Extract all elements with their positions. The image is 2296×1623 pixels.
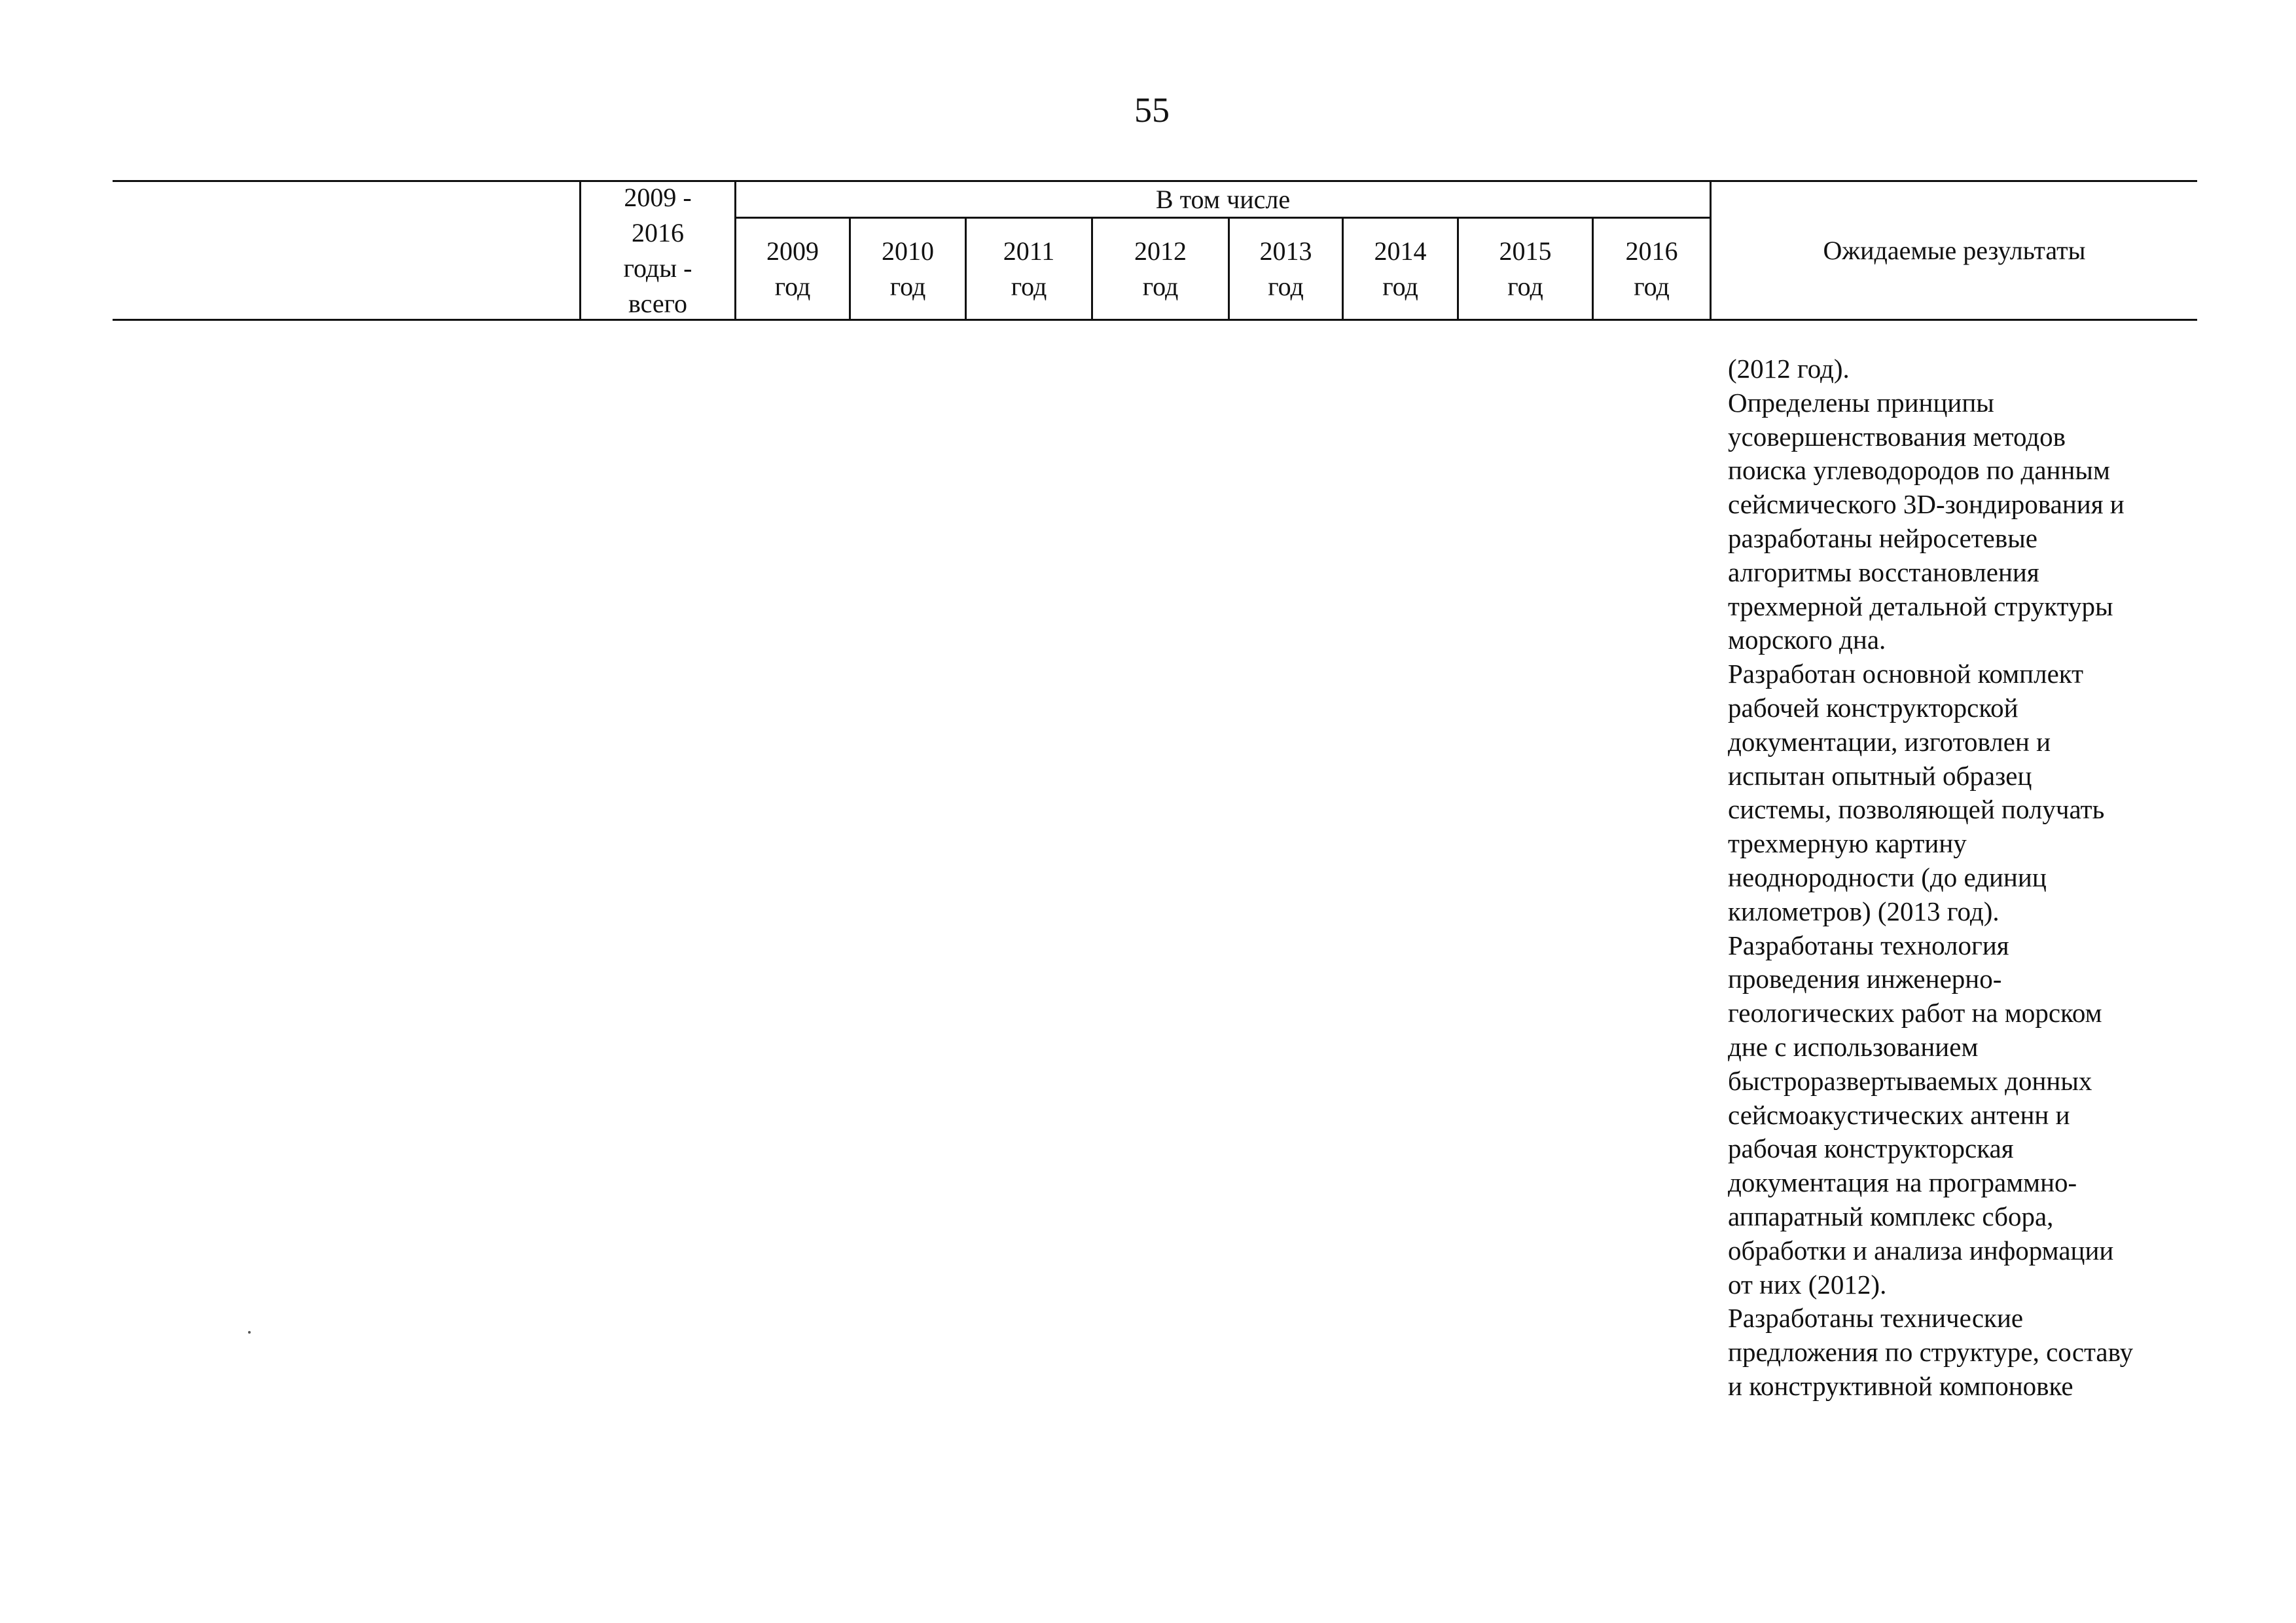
header-year-2012: 2012 год	[1134, 236, 1187, 301]
table-header-bottom-border	[113, 319, 2197, 321]
header-year-2015: 2015 год	[1499, 236, 1552, 301]
page-number: 55	[1134, 90, 1170, 130]
header-total-cell: 2009 - 2016 годы - всего	[623, 182, 692, 318]
header-year-2010: 2010 год	[882, 236, 934, 301]
header-group-label: В том числе	[1155, 184, 1291, 214]
header-year-2016: 2016 год	[1625, 236, 1678, 301]
scan-artifact	[248, 1331, 251, 1334]
header-year-2013: 2013 год	[1259, 236, 1312, 301]
expected-results-text: (2012 год). Определены принципы усовершенствования методов поиска углеводородов по данным сейсмического 3D-зондирования и разработаны нейросетевые алгоритмы восстановления трехмерной детальной структуры морского дна. Разработан основной комплект рабочей конструкторской документации, изготовлен и испытан опытный образец системы, позволяющей получать трехмерную картину неоднородности (до единиц километров) (2013 год). Разработаны технология проведения инженерно- геологических работ на морском дне с использованием быстроразвертываемых донных сейсмоакустических антенн и рабочая конструкторская документация на программно- аппаратный комплекс сбора, обработки и анализа информации от них (2012). Разработаны технические предложения по структуре, составу и конструктивной компоновке	[1728, 354, 2134, 1401]
header-results-cell: Ожидаемые результаты	[1823, 235, 2086, 265]
header-year-2009: 2009 год	[766, 236, 819, 301]
header-year-2014: 2014 год	[1374, 236, 1427, 301]
header-year-2011: 2011 год	[1003, 236, 1055, 301]
